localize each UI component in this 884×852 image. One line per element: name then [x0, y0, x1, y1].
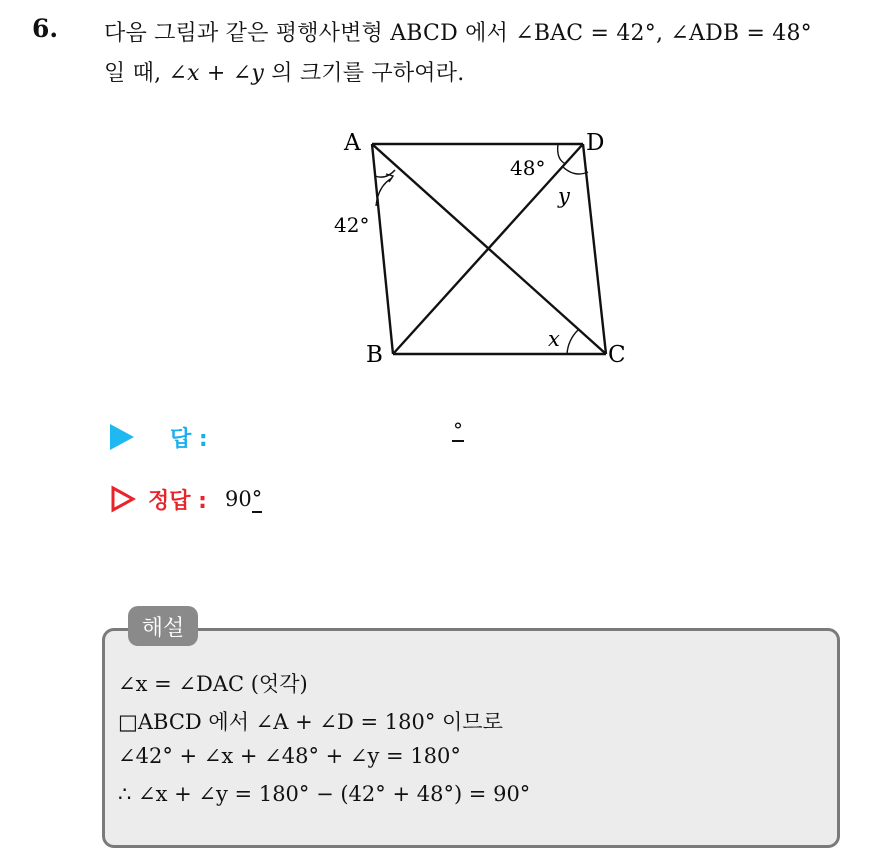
angle-arc-x — [567, 330, 578, 354]
angle-arc-adb — [558, 144, 566, 164]
correct-answer-unit: ° — [251, 487, 263, 511]
question-text-line2 — [104, 56, 464, 87]
parallelogram-figure — [320, 118, 640, 378]
question-text-prefix: 일 때, — [104, 61, 169, 86]
answer-marker-icon — [110, 424, 134, 450]
angle-arc-y — [562, 166, 588, 174]
answer-label: 답 : — [170, 426, 208, 452]
solution-line-1: ∠x = ∠DAC (엇각) — [118, 672, 308, 696]
vertex-a: A — [344, 130, 361, 156]
answer-row — [110, 420, 208, 454]
correct-answer-row — [110, 482, 262, 516]
solution-box — [102, 628, 840, 848]
vertex-c: C — [608, 342, 626, 368]
vertex-b: B — [366, 342, 383, 368]
question-number: 6. — [32, 14, 59, 43]
correct-answer-value — [225, 487, 262, 511]
solution-line-4: ∴ ∠x + ∠y = 180° − (42° + 48°) = 90° — [118, 782, 531, 806]
solution-tab: 해설 — [128, 606, 198, 646]
solution-line-3: ∠42° + ∠x + ∠48° + ∠y = 180° — [118, 744, 461, 768]
vertex-d: D — [586, 130, 605, 156]
edge-dc — [583, 144, 606, 354]
diagonal-bd — [393, 144, 583, 354]
solution-line-2: □ABCD 에서 ∠A + ∠D = 180° 이므로 — [118, 710, 503, 734]
correct-marker-icon — [110, 485, 136, 513]
correct-answer-label: 정답 : — [148, 488, 207, 514]
correct-answer-number: 90 — [224, 487, 252, 511]
angle-label-42: 42° — [334, 213, 370, 237]
angle-label-48: 48° — [510, 156, 546, 180]
question-text-suffix: 의 크기를 구하여라. — [264, 61, 465, 86]
question-text-line1: 다음 그림과 같은 평행사변형 ABCD 에서 ∠BAC = 42°, ∠ADB = 48° — [104, 21, 812, 46]
answer-blank[interactable]: ° — [453, 418, 463, 442]
angle-label-x: x — [548, 327, 560, 351]
angle-label-y: y — [558, 184, 570, 208]
question-math-expression: ∠x + ∠y — [168, 61, 265, 86]
